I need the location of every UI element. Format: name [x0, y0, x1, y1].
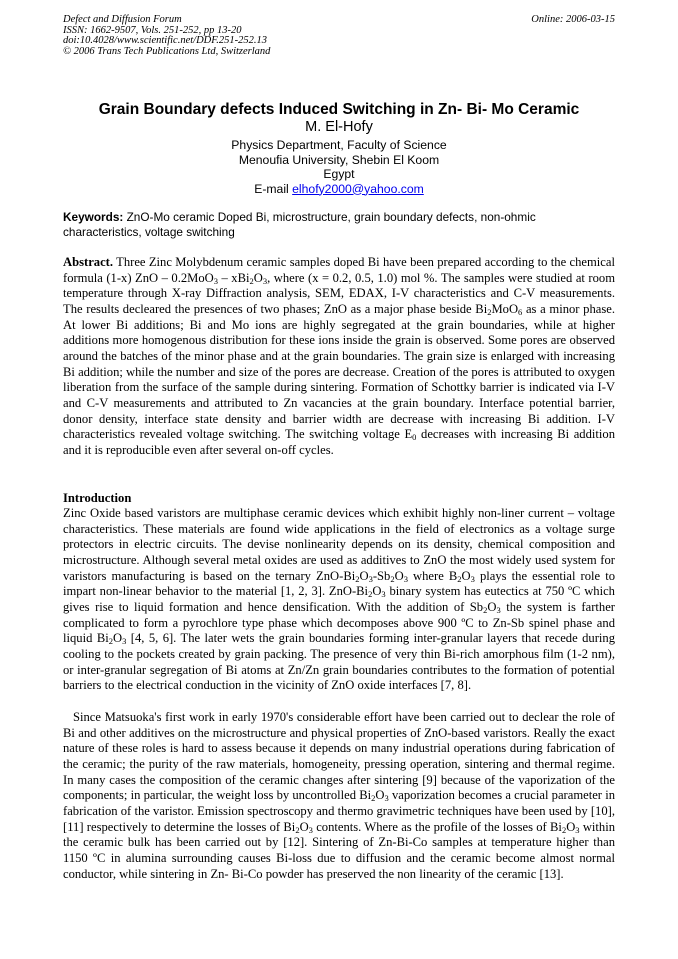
section-heading-introduction: Introduction — [63, 491, 132, 505]
affiliation-country: Egypt — [323, 167, 355, 181]
affiliation — [63, 138, 615, 196]
introduction-paragraph-2: Since Matsuoka's first work in early 1970's considerable effort have been carried out to declear the role of Bi and other additives on the microstructure and physical properties of ZnO-based varistors. Really the exact nature of these roles is hard to assess because it depends on many industrial operations during fabrication of the ceramic; the purity of the raw materials, homogeneity, pressing operation, sintering and thermal regime. In many cases the composition of the ceramic changes after sintering [9] because of the vaporization of the components; in particular, the weight loss by uncontrolled $Bi_2O_3$ vaporization becomes a crucial parameter in fabrication of the varistor. Emission spectroscopy and thermo gravimetric techniques have been used by [10], [11] respectively to determine the losses of $Bi_2O_3$ contents. Where as the profile of the losses of $Bi_2O_3$ within the ceramic bulk has been carried out by [12]. Sintering of Zn-Bi-Co samples at temperature higher than 1150 ºC in alumina surrounding causes Bi-loss due to diffusion and the ceramic become almost normal conductor, while sintering in Zn- Bi-Co powder has preserved the non linearity of the ceramic [13]. — [63, 710, 616, 881]
keywords-text: ZnO-Mo ceramic Doped Bi, microstructure, grain boundary defects, non-ohmic characteristics, voltage switching — [63, 210, 536, 239]
keywords — [63, 210, 553, 239]
issn-line: ISSN: 1662-9507, Vols. 251-252, pp 13-20 — [63, 24, 242, 36]
affiliation-university: Menoufia University, Shebin El Koom — [238, 152, 440, 167]
journal-name: Defect and Diffusion Forum — [63, 14, 182, 25]
email-label: E-mail — [254, 181, 289, 196]
keywords-label: Keywords: — [63, 210, 124, 224]
introduction-paragraph-1: Zinc Oxide based varistors are multiphase ceramic devices which exhibit highly non-liner current – voltage characteristics. These materials are found wide applications in the field of electronics as a voltage surge protectors in electric circuits. The devise nonlinearity depends on its density, chemical composition and microstructure. Although several metal oxides are used as additives to ZnO the most widely used system for varistors manufacturing is based on the ternary ZnO-$Bi_2O_3-Sb_2O_3$ where $B_2O_3$ plays the essential role to impart non-linear behavior to the material [1, 2, 3]. ZnO-$Bi_2O_3$ binary system has eutectics at 750 ºC which gives rise to liquid formation and hence densification. With the addition of $Sb_2O_3$ the system is farther complicated to form a pyrochlore type phase which decomposes above 900 ºC to Zn-Sb spinel phase and liquid $Bi_2O_3$ [4, 5, 6]. The later wets the grain boundaries forming inter-granular layers that recede during cooling to the pockets created by grain packing. The presence of very thin Bi-rich amorphous film (1-2 nm), or inter-granular segregation of Bi atoms at Zn/Zn grain boundaries contributes to the formation of potential barriers to the electrical conduction in the vicinity of ZnO oxide interfaces [7, 8]. — [63, 506, 616, 693]
abstract-label: Abstract. — [63, 255, 114, 269]
publication-info — [63, 15, 270, 57]
email-link[interactable]: elhofy2000@yahoo.com — [292, 181, 424, 196]
author-name: M. El-Hofy — [305, 119, 373, 135]
paper-title: Grain Boundary defects Induced Switching in Zn- Bi- Mo Ceramic — [98, 101, 580, 118]
online-date: Online: 2006-03-15 — [531, 14, 615, 25]
abstract: Abstract. Three Zinc Molybdenum ceramic samples doped Bi have been prepared according to the chemical formula (1-x) ZnO – $0.2MoO_3 - xBi_2O_3$, where (x = 0.2, 0.5, 1.0) mol %. The samples were studied at room temperature through X-ray Diffraction analysis, SEM, EDAX, I-V characteristics and C-V measurements. The results decleared the presences of two phases; ZnO as a major phase beside $Bi_2MoO_6$ as a minor phase. At lower Bi additions; Bi and Mo ions are highly segregated at the grain boundaries, while at higher additions more homogenous distribution for these ions inside the grain is observed. Some pores are observed around the batches of the minor phase and at the grain boundaries. The grain size is enlarged with increasing Bi addition; while the number and size of the pores are decrease. Creation of the pores is attributed to oxygen liberation from the surface of the sample during sintering. Formation of Schottky barrier is indicated via I-V and C-V measurements and attributed to Zn vacancies at the grain boundary. Interface potential barrier, donor density, interface state density and barrier width are decrease with increasing Bi addition. I-V characteristics revealed voltage switching. The switching voltage $E_0$ decreases with increasing Bi addition and it is reproducible even after several on-off cycles. — [63, 255, 615, 457]
affiliation-department: Physics Department, Faculty of Science — [231, 138, 447, 152]
copyright-line: © 2006 Trans Tech Publications Ltd, Switzerland — [63, 45, 271, 57]
email-line — [63, 182, 615, 197]
doi-line: doi:10.4028/www.scientific.net/DDF.251-252.13 — [63, 35, 268, 47]
